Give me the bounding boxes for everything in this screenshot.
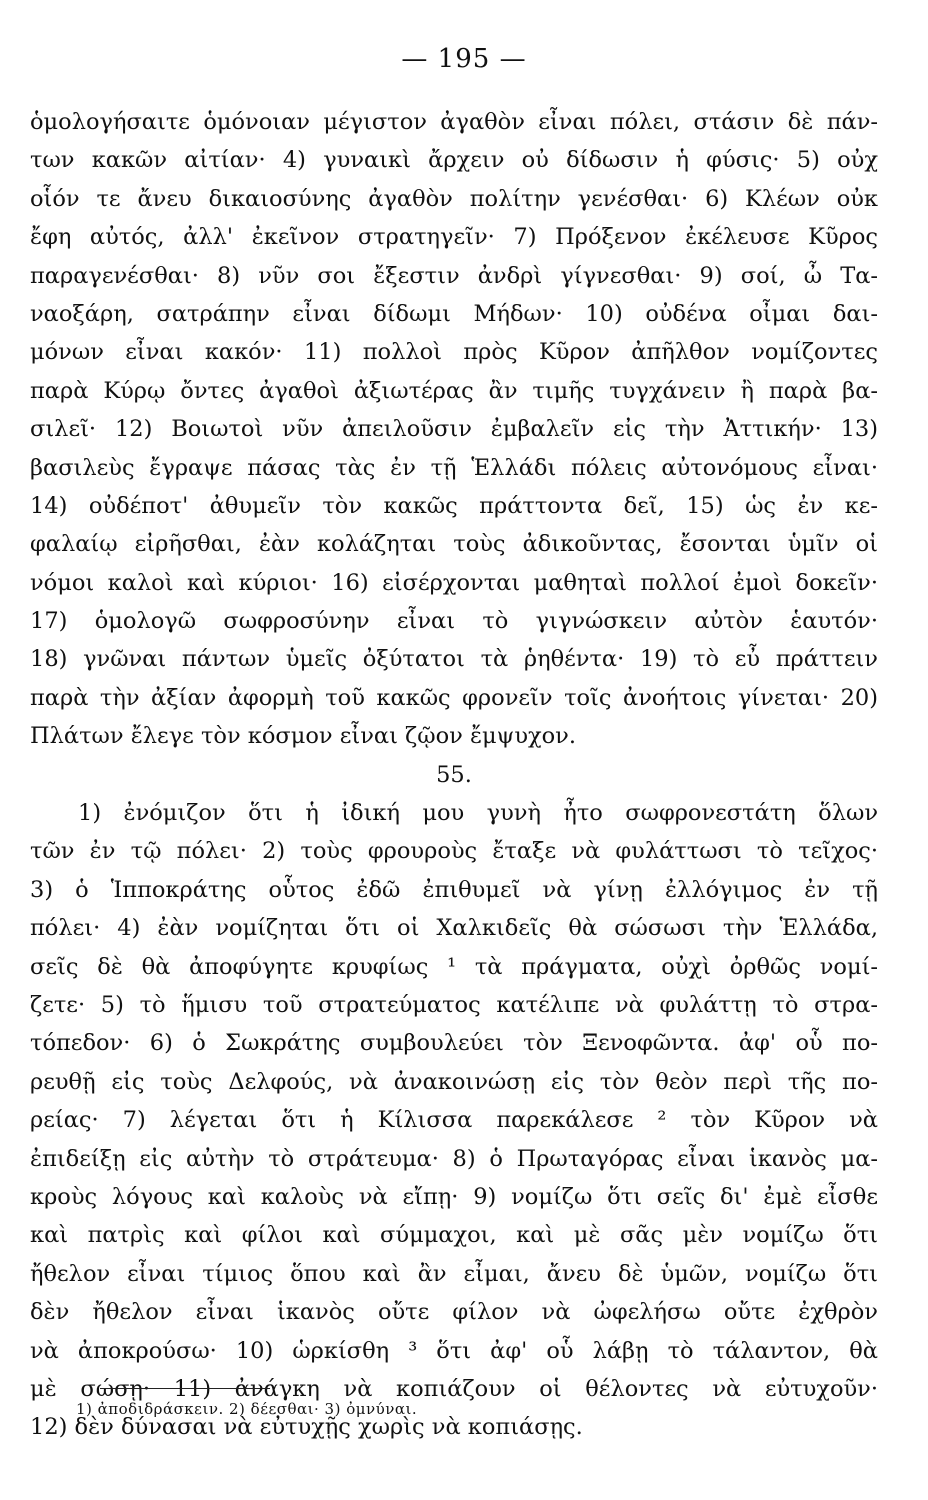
text-line: ὁμολογήσαιτε ὁμόνοιαν μέγιστον ἀγαθὸν εἶναι πόλει, στάσιν δὲ πάν- <box>30 109 878 135</box>
text-line: των κακῶν αἰτίαν· 4) γυναικὶ ἄρχειν οὐ δίδωσιν ἡ φύσις· 5) οὐχ <box>30 147 878 174</box>
text-body <box>30 103 878 1447</box>
text-line: τῶν ἐν τῷ πόλει· 2) τοὺς φρουροὺς ἔταξε νὰ φυλάττωσι τὸ τεῖχος· <box>30 838 878 865</box>
text-line: ρείας· 7) λέγεται ὅτι ἡ Κίλισσα παρεκάλεσε ² τὸν Κῦρον νὰ <box>30 1107 878 1134</box>
text-line: 14) οὐδέποτ' ἀθυμεῖν τὸν κακῶς πράττοντα δεῖ, 15) ὡς ἐν κε- <box>30 492 878 519</box>
section-number: 55. <box>436 761 472 788</box>
text-line: δὲν ἤθελον εἶναι ἱκανὸς οὔτε φίλον νὰ ὠφελήσω οὔτε ἐχθρὸν <box>30 1299 878 1326</box>
text-line: πόλει· 4) ἐὰν νομίζηται ὅτι οἱ Χαλκιδεῖς θὰ σώσωσι τὴν Ἑλλάδα, <box>30 915 878 942</box>
text-line: ζετε· 5) τὸ ἥμισυ τοῦ στρατεύματος κατέλιπε νὰ φυλάττῃ τὸ στρα- <box>30 991 878 1018</box>
text-line: ἔφη αὐτός, ἀλλ' ἐκεῖνον στρατηγεῖν· 7) Πρόξενον ἐκέλευσε Κῦρος <box>30 224 878 251</box>
text-line: νόμοι καλοὶ καὶ κύριοι· 16) εἰσέρχονται μαθηταὶ πολλοί ἐμοὶ δοκεῖν· <box>30 569 878 596</box>
text-line: μόνων εἶναι κακόν· 11) πολλοὶ πρὸς Κῦρον ἀπῆλθον νομίζοντες <box>30 339 878 366</box>
text-line: σεῖς δὲ θὰ ἀποφύγητε κρυφίως ¹ τὰ πράγματα, οὐχὶ ὀρθῶς νομί- <box>30 953 878 980</box>
text-line: 12) δὲν δύνασαι νὰ εὐτυχῇς χωρὶς νὰ κοπιάσῃς. <box>30 1414 583 1441</box>
text-line: βασιλεὺς ἔγραψε πάσας τὰς ἐν τῇ Ἑλλάδι πόλεις αὐτονόμους εἶναι· <box>30 454 878 481</box>
text-line: φαλαίῳ εἰρῆσθαι, ἐὰν κολάζηται τοὺς ἀδικοῦντας, ἔσονται ὑμῖν οἱ <box>30 531 878 558</box>
text-line: νὰ ἀποκρούσω· 10) ὡρκίσθη ³ ὅτι ἀφ' οὗ λάβῃ τὸ τάλαντον, θὰ <box>30 1337 878 1364</box>
text-line: 18) γνῶναι πάντων ὑμεῖς ὀξύτατοι τὰ ῥηθέντα· 19) τὸ εὖ πράττειν <box>30 646 878 673</box>
text-line: 3) ὁ Ἱπποκράτης οὗτος ἐδῶ ἐπιθυμεῖ νὰ γίνῃ ἐλλόγιμος ἐν τῇ <box>30 876 878 903</box>
text-line: 17) ὁμολογῶ σωφροσύνην εἶναι τὸ γιγνώσκειν αὐτὸν ἑαυτόν· <box>30 608 878 635</box>
text-line: παρὰ Κύρῳ ὄντες ἀγαθοὶ ἀξιωτέρας ἂν τιμῆς τυγχάνειν ἢ παρὰ βα- <box>30 377 878 404</box>
text-line: ἤθελον εἶναι τίμιος ὅπου καὶ ἂν εἶμαι, ἄνευ δὲ ὑμῶν, νομίζω ὅτι <box>30 1260 878 1287</box>
text-line: ναοξάρη, σατράπην εἶναι δίδωμι Μήδων· 10) οὐδένα οἶμαι δαι- <box>30 300 878 327</box>
text-line: παρὰ τὴν ἀξίαν ἀφορμὴ τοῦ κακῶς φρονεῖν τοῖς ἀνοήτοις γίνεται· 20) <box>30 684 878 711</box>
text-line: οἷόν τε ἄνευ δικαιοσύνης ἀγαθὸν πολίτην γενέσθαι· 6) Κλέων οὐκ <box>30 185 878 212</box>
footnote-divider <box>100 1388 270 1389</box>
text-line: καὶ πατρὶς καὶ φίλοι καὶ σύμμαχοι, καὶ μὲ σᾶς μὲν νομίζω ὅτι <box>30 1222 878 1249</box>
text-line: τόπεδον· 6) ὁ Σωκράτης συμβουλεύει τὸν Ξενοφῶντα. ἀφ' οὗ πο- <box>30 1030 878 1057</box>
text-line: παραγενέσθαι· 8) νῦν σοι ἔξεστιν ἀνδρὶ γίγνεσθαι· 9) σοί, ὦ Τα- <box>30 262 878 289</box>
text-line: 1) ἐνόμιζον ὅτι ἡ ἰδική μου γυνὴ ἦτο σωφρονεστάτη ὅλων <box>78 800 878 827</box>
text-line: μὲ σώσῃ· 11) ἀνάγκη νὰ κοπιάζουν οἱ θέλοντες νὰ εὐτυχοῦν· <box>30 1375 878 1402</box>
page-number: — 195 — <box>401 44 527 74</box>
text-line: κροὺς λόγους καὶ καλοὺς νὰ εἴπῃ· 9) νομίζω ὅτι σεῖς δι' ἐμὲ εἶσθε <box>30 1183 878 1210</box>
text-line: ρευθῇ εἰς τοὺς Δελφούς, νὰ ἀνακοινώσῃ εἰς τὸν θεὸν περὶ τῆς πο- <box>30 1068 878 1095</box>
text-line: σιλεῖ· 12) Βοιωτοὶ νῦν ἀπειλοῦσιν ἐμβαλεῖν εἰς τὴν Ἀττικήν· 13) <box>30 416 878 443</box>
text-line: Πλάτων ἔλεγε τὸν κόσμον εἶναι ζῷον ἔμψυχον. <box>30 723 577 750</box>
footnote: 1) ἀποδιδράσκειν. 2) δέεσθαι· 3) ὀμνύναι. <box>76 1400 418 1418</box>
text-line: ἐπιδείξῃ εἰς αὐτὴν τὸ στράτευμα· 8) ὁ Πρωταγόρας εἶναι ἱκανὸς μα- <box>30 1145 878 1172</box>
